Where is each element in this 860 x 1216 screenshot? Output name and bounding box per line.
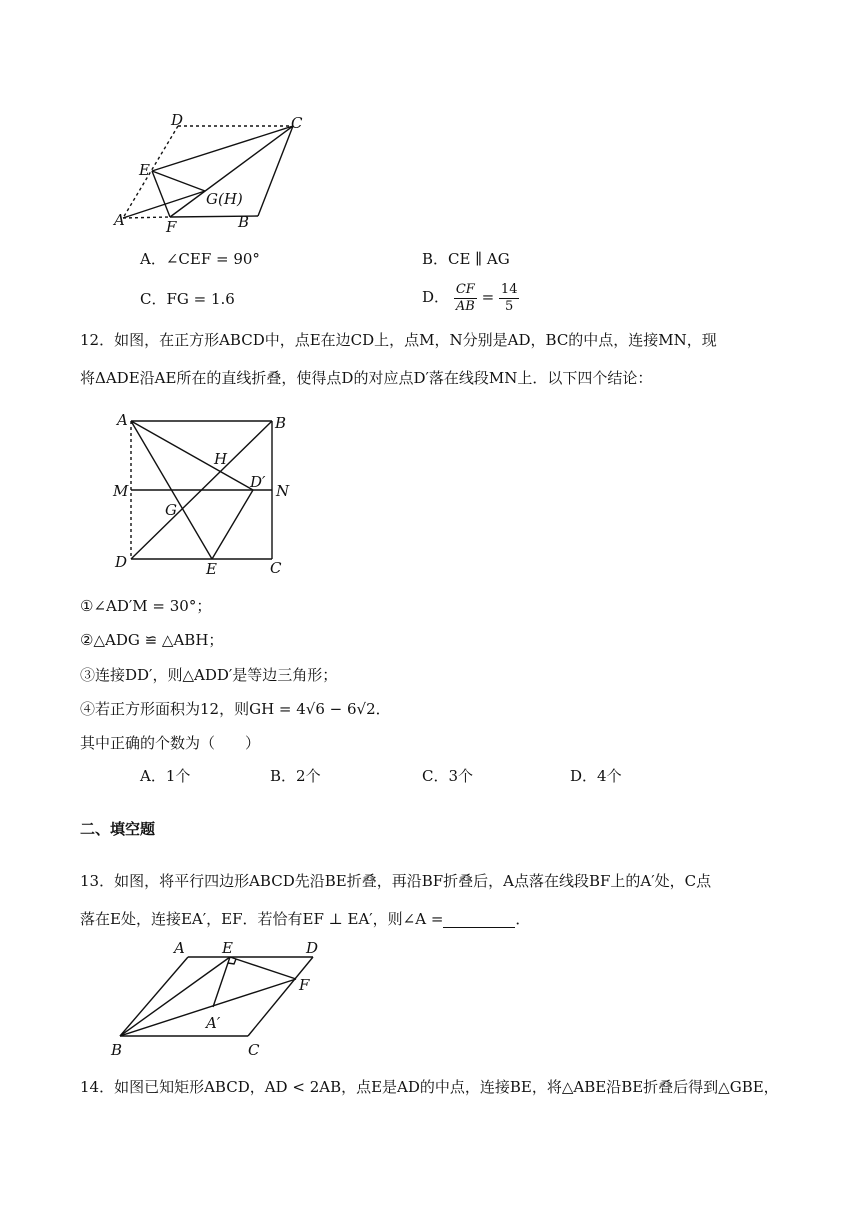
q13-point-f: F	[299, 976, 310, 994]
q11-d-denominator: AB	[455, 298, 475, 314]
q12-figure	[108, 410, 298, 578]
q13-point-aprime: A′	[206, 1014, 221, 1032]
q12-text-line1: 12．如图，在正方形ABCD中，点E在边CD上，点M，N分别是AD，BC的中点，连接MN，现	[80, 331, 717, 349]
q11-option-d-prefix: D．	[422, 288, 450, 307]
q11-d-value-denominator: 5	[505, 298, 514, 314]
q12-question: 其中正确的个数为（ ）	[80, 734, 261, 752]
q13-point-a: A	[174, 939, 185, 957]
q12-text-line2: 将ΔADE沿AE所在的直线折叠，使得点D的对应点D′落在线段MN上．以下四个结论：	[80, 369, 653, 387]
q12-option-c: C．3个	[422, 767, 474, 785]
q13-point-b: B	[111, 1041, 123, 1059]
q11-figure	[100, 105, 320, 235]
q12-conclusion-1: ①∠AD′M = 30°；	[80, 597, 212, 615]
q12-point-dprime: D′	[250, 473, 266, 491]
q12-conclusion-2: ②△ADG ≌ △ABH；	[80, 631, 224, 649]
q11-point-c: C	[291, 114, 303, 132]
q12-option-a: A．1个	[140, 767, 191, 785]
answer-blank[interactable]	[443, 913, 515, 928]
q11-point-d: D	[171, 111, 184, 129]
q11-point-a: A	[114, 211, 125, 229]
q11-option-a: A．∠CEF = 90°	[140, 250, 260, 268]
q12-point-m: M	[113, 482, 129, 500]
q12-point-d: D	[115, 553, 128, 571]
q11-point-f: F	[166, 218, 177, 235]
q13-text-line1: 13．如图，将平行四边形ABCD先沿BE折叠，再沿BF折叠后，A点落在线段BF上的A′处，C点	[80, 872, 712, 890]
q11-option-d-fraction-left	[454, 282, 477, 314]
q12-point-b: B	[275, 414, 287, 432]
q14-text-line1: 14．如图已知矩形ABCD，AD < 2AB，点E是AD的中点，连接BE，将△ABE沿BE折叠后得到△GBE，	[80, 1078, 779, 1096]
q12-conclusion-3: ③连接DD′，则△ADD′是等边三角形；	[80, 666, 338, 684]
q13-text-line2	[80, 910, 530, 928]
q12-option-b: B．2个	[270, 767, 321, 785]
q13-point-c: C	[248, 1041, 260, 1059]
q12-conclusion-4: ④若正方形面积为12，则GH = 4√6 − 6√2．	[80, 700, 391, 718]
q11-option-c: C．FG = 1.6	[140, 290, 235, 308]
q11-d-equals: =	[481, 288, 495, 307]
q11-option-d	[422, 282, 519, 314]
q12-point-h: H	[214, 450, 228, 468]
q11-option-d-fraction-right	[499, 282, 520, 314]
q13-figure	[108, 938, 338, 1060]
q12-point-e: E	[206, 560, 217, 578]
q12-point-a: A	[117, 411, 128, 429]
q13-text-line2-prefix: 落在E处，连接EA′，EF．若恰有EF ⊥ EA′，则∠A =	[80, 910, 444, 928]
q13-point-d: D	[306, 939, 319, 957]
q12-option-d: D．4个	[570, 767, 622, 785]
q11-point-b: B	[238, 213, 250, 231]
q11-option-b: B．CE ∥ AG	[422, 250, 510, 268]
q13-point-e: E	[222, 939, 233, 957]
q11-d-numerator: CF	[455, 282, 475, 297]
q12-point-n: N	[276, 482, 290, 500]
q11-point-e: E	[139, 161, 150, 179]
q11-point-gh: G(H)	[206, 190, 243, 208]
q11-d-value-numerator: 14	[500, 282, 518, 297]
q12-point-g: G	[165, 501, 177, 519]
q12-point-c: C	[270, 559, 282, 577]
section-heading-fill-in: 二、填空题	[80, 820, 156, 838]
q13-text-line2-suffix: ．	[515, 910, 531, 928]
